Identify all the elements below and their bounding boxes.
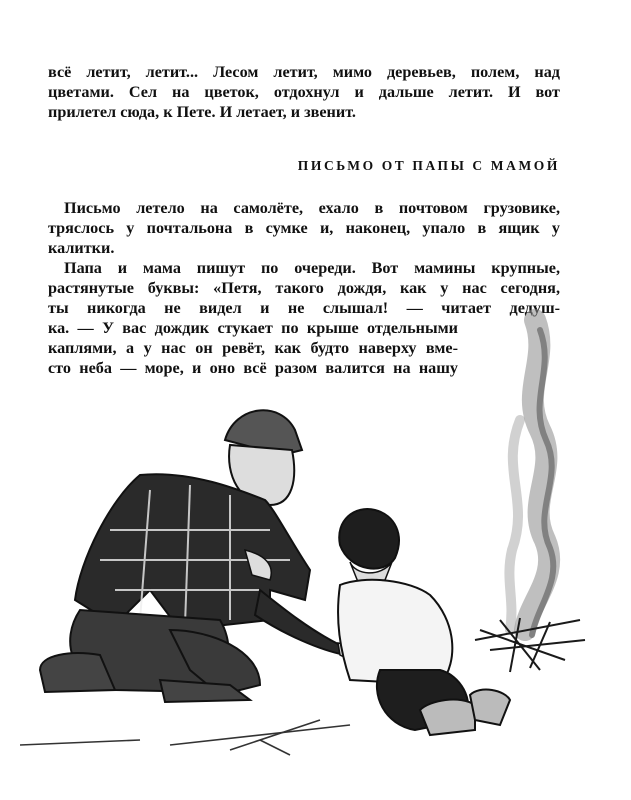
intro-paragraph bbox=[48, 62, 560, 122]
boy-figure-icon bbox=[338, 509, 510, 735]
intro-line-2: цветами. Сел на цветок, отдохнул и дальше летит. И вот bbox=[48, 83, 560, 101]
letter-p2-line-6: сто неба — море, и оно всё разом валится на нашу bbox=[48, 359, 458, 377]
smoke-icon bbox=[509, 320, 553, 635]
chapter-heading: ПИСЬМО ОТ ПАПЫ С МАМОЙ bbox=[297, 158, 560, 173]
letter-p1-line-2: тряслось у почтальона в сумке и, наконец, упало в ящик у bbox=[48, 219, 560, 237]
grandfather-figure-icon bbox=[40, 410, 370, 702]
letter-p2-line-1: Папа и мама пишут по очереди. Вот мамины крупные, bbox=[64, 259, 560, 277]
intro-line-1: всё летит, летит... Лесом летит, мимо деревьев, полем, над bbox=[48, 63, 560, 81]
letter-p2-line-5: каплями, а у нас он ревёт, как будто наверху вме- bbox=[48, 339, 458, 357]
campfire-illustration-icon bbox=[20, 300, 610, 790]
intro-line-3: прилетел сюда, к Пете. И летает, и звенит. bbox=[48, 103, 356, 121]
letter-p2-line-3: ты никогда не видел и не слышал! — читает дедуш- bbox=[48, 299, 560, 317]
twigs-icon bbox=[20, 720, 350, 755]
letter-p2-line-2: растянутые буквы: «Петя, такого дождя, как у нас сегодня, bbox=[48, 279, 560, 297]
letter-p2-line-4: ка. — У вас дождик стукает по крыше отдельными bbox=[48, 319, 458, 337]
letter-p1-line-1: Письмо летело на самолёте, ехало в почтовом грузовике, bbox=[64, 199, 560, 217]
letter-p1-line-3: калитки. bbox=[48, 239, 115, 257]
